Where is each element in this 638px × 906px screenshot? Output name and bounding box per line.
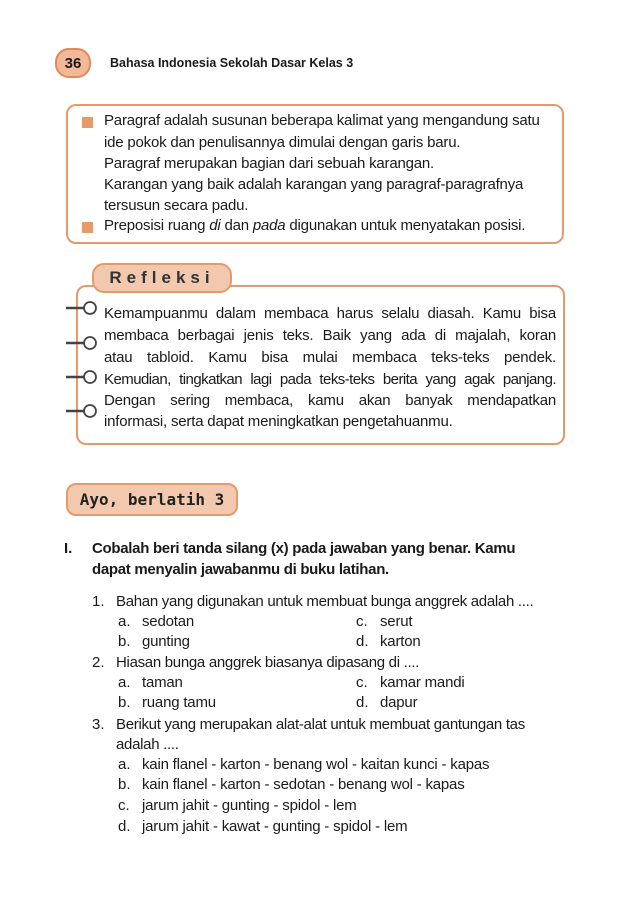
option-letter: c. xyxy=(356,613,368,630)
option-letter: a. xyxy=(118,674,131,691)
option-letter: a. xyxy=(118,613,131,630)
pin-icon xyxy=(64,300,98,316)
summary-line-preposisi xyxy=(104,217,525,234)
book-title: Bahasa Indonesia Sekolah Dasar Kelas 3 xyxy=(110,56,354,70)
instruction-line: dapat menyalin jawabanmu di buku latihan. xyxy=(92,561,389,578)
pin-icon xyxy=(64,403,98,419)
option-text: karton xyxy=(380,633,421,650)
option-text: ruang tamu xyxy=(142,694,216,711)
option-letter: d. xyxy=(118,818,131,835)
refleksi-line: Kemudian, tingkatkan lagi pada teks-teks berita yang agak panjang. xyxy=(104,371,556,388)
bullet-square-icon xyxy=(82,117,93,128)
refleksi-line: membaca berbagai jenis teks. Baik yang ada di majalah, koran xyxy=(104,327,556,344)
option-letter: b. xyxy=(118,776,131,793)
refleksi-line: informasi, serta dapat meningkatkan pengetahuanmu. xyxy=(104,413,453,430)
summary-line: Paragraf adalah susunan beberapa kalimat yang mengandung satu xyxy=(104,112,540,129)
summary-text: Preposisi ruang xyxy=(104,217,210,234)
summary-line: ide pokok dan penulisannya dimulai dengan garis baru. xyxy=(104,134,461,151)
option-text: jarum jahit - gunting - spidol - lem xyxy=(142,797,357,814)
refleksi-title: Refleksi xyxy=(92,263,232,293)
exercise-title: Ayo, berlatih 3 xyxy=(66,483,238,516)
option-letter: c. xyxy=(118,797,130,814)
summary-italic-di: di xyxy=(209,217,221,234)
option-text: kain flanel - karton - sedotan - benang wol - kapas xyxy=(142,776,465,793)
summary-text: digunakan untuk menyatakan posisi. xyxy=(285,217,526,234)
option-text: kamar mandi xyxy=(380,674,465,691)
option-text: jarum jahit - kawat - gunting - spidol - lem xyxy=(142,818,408,835)
option-text: taman xyxy=(142,674,183,691)
bullet-square-icon xyxy=(82,222,93,233)
option-letter: d. xyxy=(356,633,369,650)
refleksi-line: atau tabloid. Kamu bisa mulai membaca teks-teks pendek. xyxy=(104,349,556,366)
option-letter: a. xyxy=(118,756,131,773)
option-text: dapur xyxy=(380,694,418,711)
option-letter: d. xyxy=(356,694,369,711)
summary-line: Paragraf merupakan bagian dari sebuah karangan. xyxy=(104,155,434,172)
option-letter: b. xyxy=(118,694,131,711)
option-text: gunting xyxy=(142,633,190,650)
instruction-line: Cobalah beri tanda silang (x) pada jawaban yang benar. Kamu xyxy=(92,540,516,557)
refleksi-line: Kemampuanmu dalam membaca harus selalu diasah. Kamu bisa xyxy=(104,305,556,322)
question-text: Hiasan bunga anggrek biasanya dipasang di .... xyxy=(116,654,420,671)
option-letter: b. xyxy=(118,633,131,650)
summary-italic-pada: pada xyxy=(252,217,286,234)
page-number-badge: 36 xyxy=(55,48,91,78)
question-number: 2. xyxy=(92,654,105,671)
option-letter: c. xyxy=(356,674,368,691)
question-text: Bahan yang digunakan untuk membuat bunga anggrek adalah .... xyxy=(116,593,534,610)
option-text: serut xyxy=(380,613,413,630)
summary-line: Karangan yang baik adalah karangan yang paragraf-paragrafnya xyxy=(104,176,524,193)
refleksi-line: Dengan sering membaca, kamu akan banyak mendapatkan xyxy=(104,392,556,409)
question-number: 1. xyxy=(92,593,105,610)
question-number: 3. xyxy=(92,716,105,733)
pin-icon xyxy=(64,335,98,351)
pin-icon xyxy=(64,369,98,385)
question-text: adalah .... xyxy=(116,736,179,753)
option-text: sedotan xyxy=(142,613,194,630)
summary-line: tersusun secara padu. xyxy=(104,197,249,214)
section-number: I. xyxy=(64,540,73,557)
option-text: kain flanel - karton - benang wol - kaitan kunci - kapas xyxy=(142,756,490,773)
question-text: Berikut yang merupakan alat-alat untuk membuat gantungan tas xyxy=(116,716,525,733)
summary-text: dan xyxy=(220,217,253,234)
